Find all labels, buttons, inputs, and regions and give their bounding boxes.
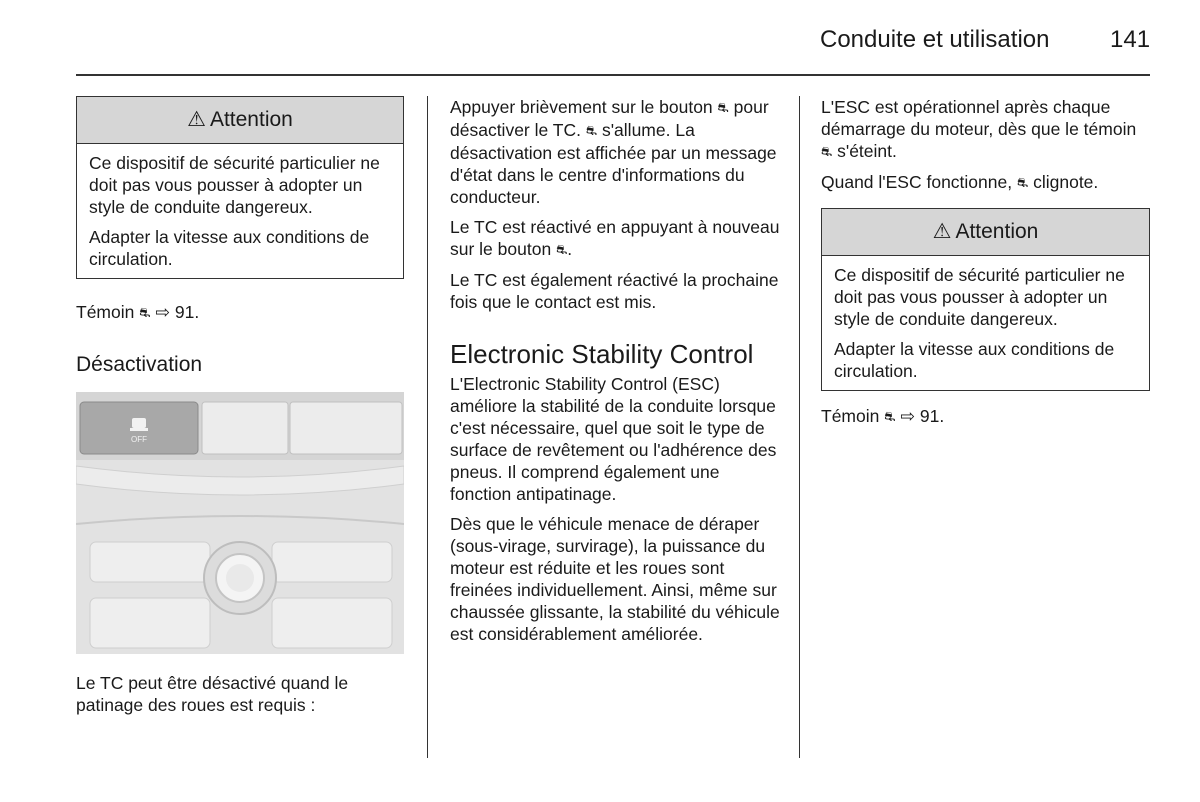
attention-title: Attention <box>209 108 293 131</box>
tc-button-icon: ⛐ <box>556 242 568 257</box>
page-number: 141 <box>1110 26 1151 53</box>
column-divider-1 <box>427 96 428 758</box>
dashboard-button-photo <box>76 392 404 654</box>
tc-button-icon: ⛐ <box>717 100 729 115</box>
temoin-reference: Témoin ⛐ ⇨ 91. <box>821 406 945 426</box>
body-paragraph: Le TC est réactivé en appuyant à nouveau sur le bouton ⛐. <box>450 217 780 259</box>
body-paragraph: L'Electronic Stability Control (ESC) améliore la stabilité de la conduite lorsque c'est nécessaire, quel que soit le type de surface de revêtement ou l'adhérence des pneus. Il comprend également une fonction antipatinage. <box>450 374 777 504</box>
attention-paragraph: Adapter la vitesse aux conditions de circulation. <box>89 227 370 269</box>
header-rule <box>76 74 1150 76</box>
body-paragraph: Le TC peut être désactivé quand le patinage des roues est requis : <box>76 673 349 715</box>
attention-header <box>77 97 403 144</box>
esc-indicator-icon: ⛐ <box>884 409 896 424</box>
attention-header <box>822 209 1149 256</box>
esc-indicator-icon: ⛐ <box>1016 175 1029 190</box>
body-paragraph: L'ESC est opérationnel après chaque démarrage du moteur, dès que le témoin ⛐ s'éteint. <box>821 97 1137 161</box>
section-heading: Electronic Stability Control <box>450 339 754 369</box>
body-paragraph: Quand l'ESC fonctionne, ⛐ clignote. <box>821 172 1099 192</box>
attention-paragraph: Adapter la vitesse aux conditions de circulation. <box>834 339 1115 381</box>
tc-off-indicator-icon: ⛐ <box>585 123 598 138</box>
temoin-reference: Témoin ⛐ ⇨ 91. <box>76 302 200 322</box>
tc-off-button-icon <box>130 418 148 444</box>
warning-icon: ⚠ <box>932 220 952 243</box>
warning-icon: ⚠ <box>187 108 206 131</box>
esc-indicator-icon: ⛐ <box>821 144 833 159</box>
body-paragraph: Dès que le véhicule menace de déraper (sous-virage, survirage), la puissance du moteur est réduite et les roues sont freinées individuellement. Ainsi, même sur chaussée glissante, la stabilité du véhicule est considérablement améliorée. <box>450 514 780 644</box>
column-3 <box>821 96 1150 436</box>
column-2 <box>450 96 780 653</box>
column-1 <box>76 96 404 724</box>
column-divider-2 <box>799 96 800 758</box>
arrow-icon: ⇨ <box>155 302 171 322</box>
attention-title: Attention <box>955 220 1039 243</box>
body-paragraph: Appuyer brièvement sur le bouton ⛐ pour désactiver le TC. ⛐ s'allume. La désactivation est affichée par un message d'état dans le centre d'informations du conducteur. <box>450 97 777 207</box>
page-header-title: Conduite et utilisation <box>820 26 1050 53</box>
attention-paragraph: Ce dispositif de sécurité particulier ne doit pas vous pousser à adopter un style de conduite dangereux. <box>834 265 1125 329</box>
esc-indicator-icon: ⛐ <box>139 305 151 320</box>
attention-paragraph: Ce dispositif de sécurité particulier ne doit pas vous pousser à adopter un style de conduite dangereux. <box>89 153 380 217</box>
section-heading: Désactivation <box>76 353 203 376</box>
svg-text:OFF: OFF <box>131 435 147 444</box>
attention-box <box>76 96 404 279</box>
attention-box <box>821 208 1150 391</box>
body-paragraph: Le TC est également réactivé la prochaine fois que le contact est mis. <box>450 270 779 312</box>
arrow-icon: ⇨ <box>900 406 916 426</box>
